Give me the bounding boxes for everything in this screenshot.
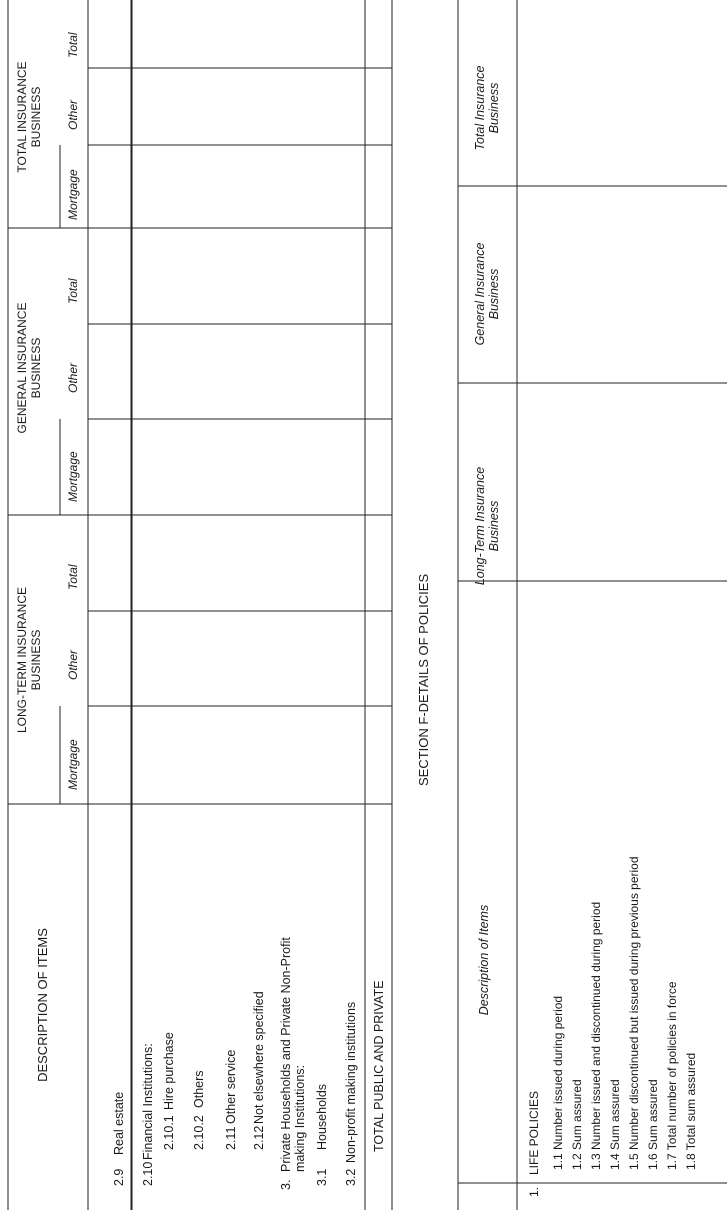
- policy-row: 1.1 Number issued during period: [551, 995, 565, 1170]
- total-row-label: TOTAL PUBLIC AND PRIVATE: [372, 980, 386, 1152]
- col-header-long-term-2: Business: [487, 500, 501, 552]
- col-header-general-2: Business: [487, 268, 501, 320]
- table-1-rows: [112, 937, 386, 1190]
- row-label: Real estate: [112, 1091, 126, 1155]
- sub-header-total: Total: [66, 564, 80, 590]
- row-number: 2.11: [224, 1126, 238, 1150]
- sub-header-other: Other: [66, 649, 80, 680]
- row-number: 3.: [279, 1179, 293, 1190]
- row-number: 3.2: [344, 1168, 358, 1186]
- policy-row: 1.4 Sum assured: [608, 1079, 622, 1170]
- section-title: SECTION F-DETAILS OF POLICIES: [416, 573, 431, 786]
- description-header: DESCRIPTION OF ITEMS: [35, 928, 50, 1082]
- row-label: Private Households and Private Non-Profit: [279, 937, 293, 1172]
- row-number: 3.1: [315, 1168, 329, 1186]
- sub-header-other: Other: [66, 99, 80, 130]
- table-1-header-text: [15, 32, 80, 1082]
- col-header-total-2: Business: [487, 82, 501, 134]
- policy-row: 1.5 Number discontinued but issued during previous period: [627, 856, 641, 1170]
- row-label: Households: [315, 1083, 329, 1150]
- row-label: Others: [192, 1070, 206, 1108]
- group-header-general: GENERAL INSURANCE: [15, 302, 29, 434]
- row-number: 2.10.1: [162, 1115, 176, 1150]
- policy-row: 1.3 Number issued and discontinued during period: [589, 901, 603, 1170]
- group-header-long-term: LONG-TERM INSURANCE: [15, 586, 29, 734]
- group-header-long-term-2: BUSINESS: [29, 629, 43, 691]
- description-header: Description of Items: [477, 904, 491, 1016]
- row-number: 2.12: [252, 1125, 266, 1150]
- group-header-total-2: BUSINESS: [29, 86, 43, 148]
- policy-row: 1.7 Total number of policies in force: [665, 981, 679, 1170]
- row-number: 2.10.2: [192, 1115, 206, 1150]
- col-header-long-term: Long-Term Insurance: [473, 466, 487, 586]
- sub-header-mortgage: Mortgage: [66, 169, 80, 220]
- sub-header-mortgage: Mortgage: [66, 451, 80, 502]
- sub-header-total: Total: [66, 32, 80, 58]
- row-label: Not elsewhere specified: [252, 991, 266, 1124]
- table-2-rows: [527, 856, 698, 1197]
- col-header-general: General Insurance: [473, 242, 487, 346]
- table-2-header-text: [473, 65, 501, 1015]
- policy-row: 1.2 Sum assured: [570, 1079, 584, 1170]
- row-label: Hire purchase: [162, 1032, 176, 1110]
- section-number: 1.: [527, 1186, 541, 1197]
- row-label: Non-profit making institutions: [344, 1001, 358, 1163]
- section-label: LIFE POLICIES: [527, 1090, 541, 1175]
- group-header-general-2: BUSINESS: [29, 337, 43, 399]
- policy-row: 1.8 Total sum assured: [684, 1052, 698, 1170]
- col-header-total: Total Insurance: [473, 65, 487, 151]
- row-label-continued: making Institutions:: [293, 1065, 307, 1172]
- row-label: Other service: [224, 1049, 238, 1124]
- policy-row: 1.6 Sum assured: [646, 1079, 660, 1170]
- row-number: 2.10: [141, 1161, 155, 1186]
- sub-header-total: Total: [66, 278, 80, 304]
- sub-header-other: Other: [66, 362, 80, 393]
- group-header-total: TOTAL INSURANCE: [15, 61, 29, 173]
- sub-header-mortgage: Mortgage: [66, 739, 80, 790]
- row-number: 2.9: [112, 1168, 126, 1186]
- row-label: Financial Institutions:: [141, 1043, 155, 1160]
